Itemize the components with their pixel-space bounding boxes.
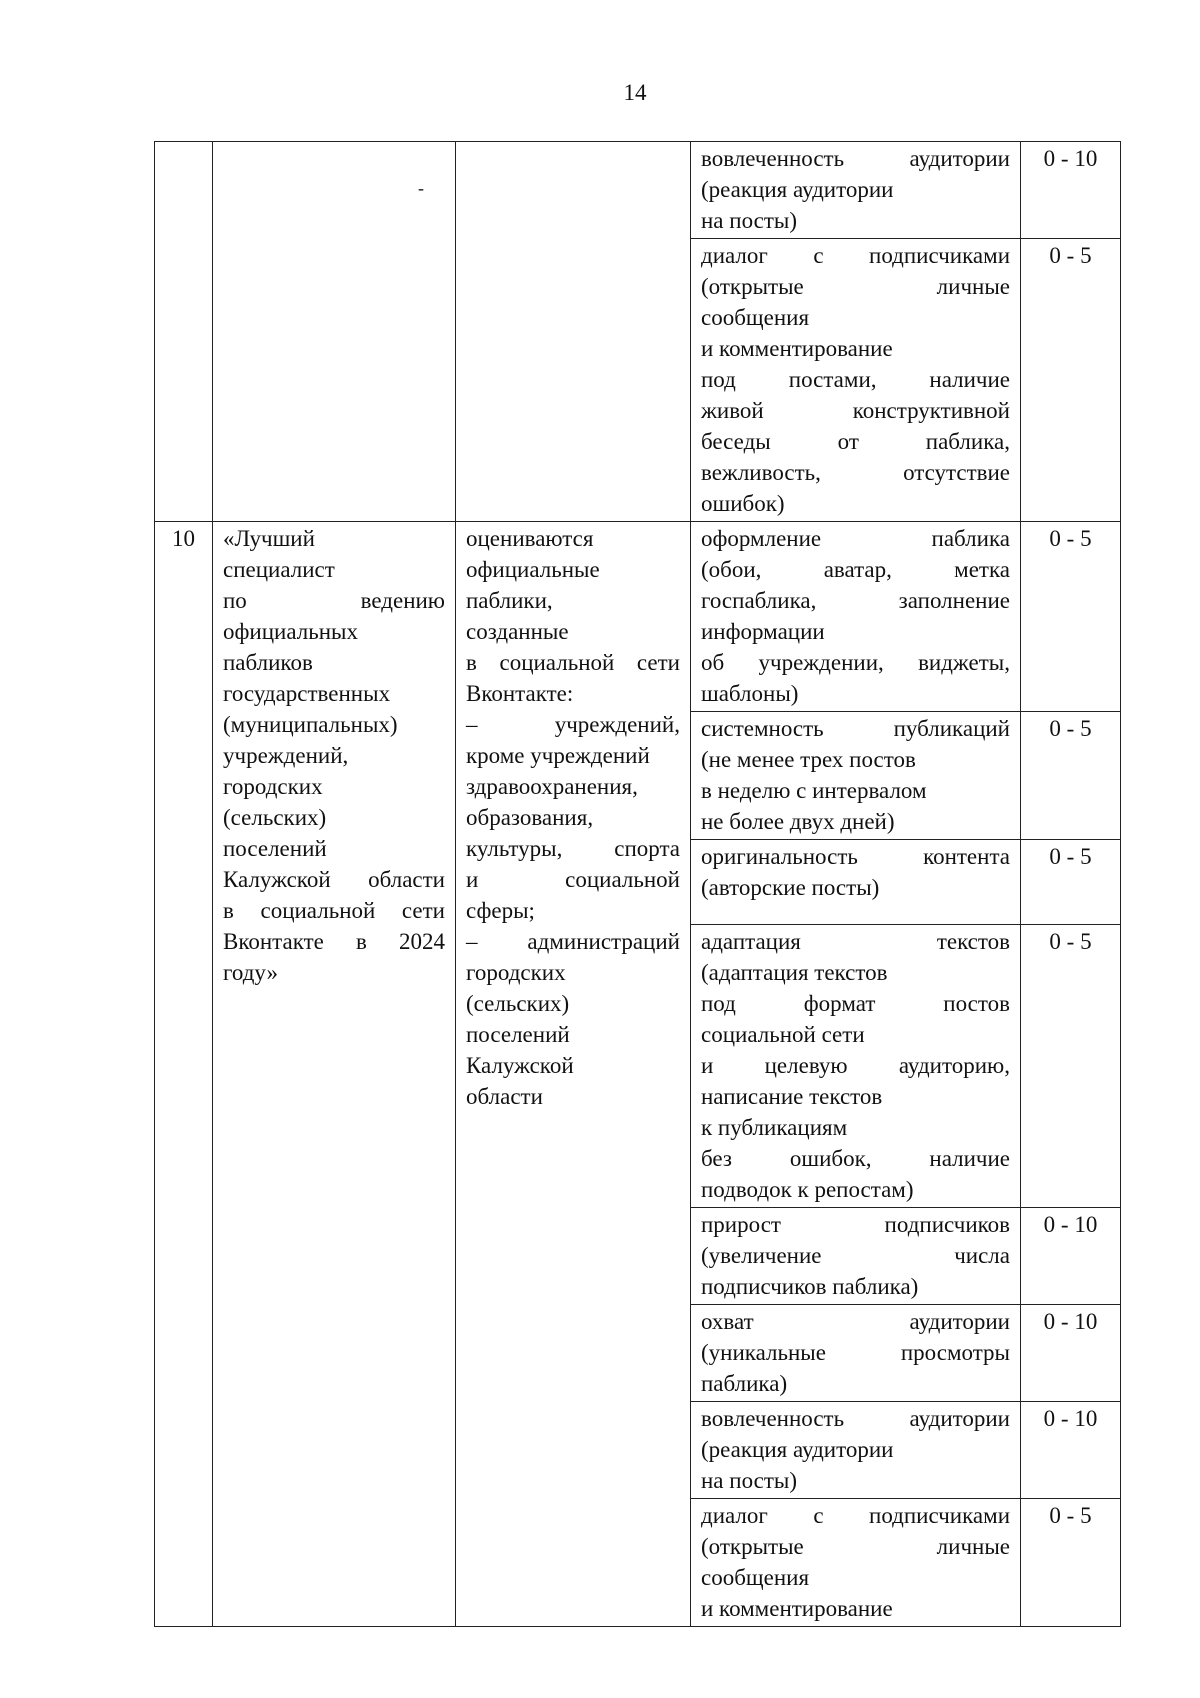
criterion-cell	[691, 1305, 1021, 1402]
score-range-cell: 0 - 10	[1021, 1208, 1121, 1305]
text-line: охват аудитории	[701, 1309, 1010, 1334]
text-line: без ошибок, наличие	[701, 1146, 1010, 1171]
score-range-cell: 0 - 10	[1021, 1305, 1121, 1402]
text-line: году»	[223, 960, 278, 985]
text-line: пабликов	[223, 650, 313, 675]
score-range-cell: 0 - 5	[1021, 239, 1121, 522]
nomination-description	[456, 522, 691, 1627]
criterion-cell	[691, 840, 1021, 925]
text-line: (сельских)	[466, 991, 570, 1016]
text-line: ошибок)	[701, 491, 785, 516]
text-line: социальной сети	[701, 1022, 865, 1047]
criterion-cell	[691, 1499, 1021, 1627]
text-line: оформление паблика	[701, 526, 1010, 551]
page-number: 14	[623, 80, 647, 105]
text-line: к публикациям	[701, 1115, 848, 1140]
text-line: учреждений,	[223, 743, 349, 768]
text-line: и комментирование	[701, 336, 893, 361]
text-line: (авторские посты)	[701, 875, 880, 900]
text-line: адаптация текстов	[701, 929, 1010, 954]
text-line: и целевую аудиторию,	[701, 1053, 1010, 1078]
text-line: и социальной	[466, 867, 680, 892]
table-row	[155, 142, 1121, 239]
stray-dash-mark: -	[418, 178, 424, 198]
text-line: беседы от паблика,	[701, 429, 1010, 454]
text-line: культуры, спорта	[466, 836, 680, 861]
text-line: – учреждений,	[466, 712, 680, 737]
text-line: специалист	[223, 557, 335, 582]
text-line: сообщения	[701, 305, 810, 330]
criterion-cell	[691, 142, 1021, 239]
text-line: подводок к репостам)	[701, 1177, 914, 1202]
text-line: кроме учреждений	[466, 743, 650, 768]
text-line: поселений	[466, 1022, 570, 1047]
text-line: подписчиков паблика)	[701, 1274, 919, 1299]
score-range-cell: 0 - 5	[1021, 840, 1121, 925]
text-line: диалог с подписчиками	[701, 1503, 1010, 1528]
text-line: городских	[223, 774, 323, 799]
text-line: под постами, наличие	[701, 367, 1010, 392]
text-line: диалог с подписчиками	[701, 243, 1010, 268]
score-range-cell: 0 - 5	[1021, 712, 1121, 840]
text-line: живой конструктивной	[701, 398, 1010, 423]
text-line: об учреждении, виджеты,	[701, 650, 1010, 675]
criterion-cell	[691, 522, 1021, 712]
criterion-cell	[691, 239, 1021, 522]
criterion-cell	[691, 712, 1021, 840]
text-line: официальные	[466, 557, 600, 582]
score-range-cell: 0 - 5	[1021, 522, 1121, 712]
text-line: прирост подписчиков	[701, 1212, 1010, 1237]
text-line: (увеличение числа	[701, 1243, 1010, 1268]
text-line: области	[466, 1084, 543, 1109]
text-line: (открытые личные	[701, 1534, 1010, 1559]
score-range-cell: 0 - 5	[1021, 925, 1121, 1208]
text-line: под формат постов	[701, 991, 1010, 1016]
text-line: (обои, аватар, метка	[701, 557, 1010, 582]
text-line: в неделю с интервалом	[701, 778, 927, 803]
text-line: госпаблика, заполнение	[701, 588, 1010, 613]
text-line: здравоохранения,	[466, 774, 638, 799]
text-line: (открытые личные	[701, 274, 1010, 299]
text-line: оцениваются	[466, 526, 594, 551]
text-line: поселений	[223, 836, 327, 861]
text-line: Калужской области	[223, 867, 445, 892]
score-range-cell: 0 - 5	[1021, 1499, 1121, 1627]
text-line: вовлеченность аудитории	[701, 1406, 1010, 1431]
text-line: по ведению	[223, 588, 445, 613]
text-line: в социальной сети	[466, 650, 680, 675]
text-line: в социальной сети	[223, 898, 445, 923]
text-line: (реакция аудитории	[701, 1437, 894, 1462]
empty-title-cell	[213, 142, 456, 522]
text-line: вежливость, отсутствие	[701, 460, 1010, 485]
text-line: Вконтакте в 2024	[223, 929, 445, 954]
text-line: информации	[701, 619, 825, 644]
text-line: написание текстов	[701, 1084, 883, 1109]
text-line: (уникальные просмотры	[701, 1340, 1010, 1365]
score-range-cell: 0 - 10	[1021, 142, 1121, 239]
criterion-cell	[691, 1402, 1021, 1499]
text-line: созданные	[466, 619, 569, 644]
text-line: (реакция аудитории	[701, 177, 894, 202]
text-line: и комментирование	[701, 1596, 893, 1621]
text-line: (сельских)	[223, 805, 327, 830]
text-line: образования,	[466, 805, 594, 830]
text-line: «Лучший	[223, 526, 315, 551]
text-line: сферы;	[466, 898, 535, 923]
criterion-cell	[691, 925, 1021, 1208]
text-line: сообщения	[701, 1565, 810, 1590]
text-line: Вконтакте:	[466, 681, 574, 706]
text-line: (адаптация текстов	[701, 960, 888, 985]
table-row	[155, 522, 1121, 712]
text-line: на посты)	[701, 1468, 798, 1493]
text-line: (муниципальных)	[223, 712, 398, 737]
text-line: – администраций	[466, 929, 680, 954]
text-line: вовлеченность аудитории	[701, 146, 1010, 171]
text-line: городских	[466, 960, 566, 985]
text-line: оригинальность контента	[701, 844, 1010, 869]
text-line: не более двух дней)	[701, 809, 895, 834]
text-line: (не менее трех постов	[701, 747, 916, 772]
text-line: государственных	[223, 681, 391, 706]
text-line: паблика)	[701, 1371, 788, 1396]
nomination-number: 10	[155, 522, 213, 1627]
criterion-cell	[691, 1208, 1021, 1305]
text-line: Калужской	[466, 1053, 574, 1078]
nomination-title	[213, 522, 456, 1627]
text-line: на посты)	[701, 208, 798, 233]
empty-description-cell	[456, 142, 691, 522]
text-line: шаблоны)	[701, 681, 799, 706]
text-line: системность публикаций	[701, 716, 1010, 741]
text-line: официальных	[223, 619, 358, 644]
text-line: паблики,	[466, 588, 553, 613]
score-range-cell: 0 - 10	[1021, 1402, 1121, 1499]
nomination-criteria-table	[154, 141, 1121, 1627]
empty-number-cell	[155, 142, 213, 522]
